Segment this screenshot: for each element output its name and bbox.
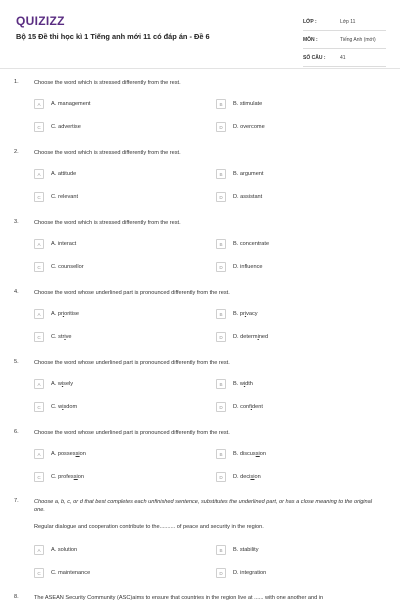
question-text: Choose the word which is stressed differently from the rest. (34, 150, 181, 156)
question (14, 594, 386, 602)
question-instruction: Choose a, b, c, or d that best completes each unfinished sentence, substitutes the underlined part, or has a close meaning to the original one. (34, 499, 373, 513)
header-divider (0, 68, 400, 69)
option-label: B. concentrate (233, 241, 270, 247)
option-b[interactable] (216, 99, 262, 109)
letter-box: A (34, 379, 44, 389)
letter-box: A (34, 239, 44, 249)
question-text: Regular dialogue and cooperation contribute to the.......... of peace and security in the region. (34, 524, 264, 530)
letter-box: B (216, 99, 226, 109)
option-label: B. width (233, 381, 253, 387)
letter-box: D (216, 472, 226, 482)
option-label: A. interact (51, 241, 77, 247)
question-number: 4. (14, 289, 19, 295)
option-b[interactable] (216, 239, 269, 249)
letter-box: C (34, 192, 44, 202)
option-label: D. decision (233, 474, 261, 480)
question-number: 5. (14, 359, 19, 365)
option-label: A. solution (51, 547, 78, 553)
option-b[interactable] (216, 449, 266, 459)
letter-box: B (216, 309, 226, 319)
option-label: C. relevant (51, 194, 79, 200)
option-c[interactable] (34, 332, 72, 342)
option-label: D. influence (233, 264, 263, 270)
meta-value: 41 (340, 54, 346, 61)
question (14, 359, 386, 415)
meta-row-subject (303, 31, 386, 49)
option-label: A. prioritise (51, 311, 79, 317)
letter-box: B (216, 169, 226, 179)
document-title: Bộ 15 Đề thi học kì 1 Tiếng anh mới 11 có đáp án - Đề 6 (16, 32, 210, 41)
letter-box: B (216, 379, 226, 389)
question (14, 289, 386, 345)
letter-box: D (216, 568, 226, 578)
option-d[interactable] (216, 122, 265, 132)
letter-box: B (216, 545, 226, 555)
option-label: D. determined (233, 334, 269, 340)
letter-box: D (216, 192, 226, 202)
option-label: C. advertise (51, 124, 81, 130)
letter-box: A (34, 449, 44, 459)
option-label: C. counsellor (51, 264, 84, 270)
meta-key: SỐ CÂU : (303, 54, 326, 61)
option-label: D. overcome (233, 124, 265, 130)
option-label: B. privacy (233, 311, 258, 317)
letter-box: B (216, 239, 226, 249)
option-label: B. discussion (233, 451, 266, 457)
option-c[interactable] (34, 262, 84, 272)
option-a[interactable] (34, 545, 77, 555)
letter-box: C (34, 122, 44, 132)
option-label: B. stability (233, 547, 259, 553)
question-number: 6. (14, 429, 19, 435)
option-label: A. wisely (51, 381, 74, 387)
option-d[interactable] (216, 402, 263, 412)
question (14, 429, 386, 485)
meta-row-count (303, 49, 386, 67)
letter-box: A (34, 309, 44, 319)
option-label: B. argument (233, 171, 264, 177)
option-c[interactable] (34, 568, 90, 578)
option-label: C. wisdom (51, 404, 78, 410)
letter-box: D (216, 262, 226, 272)
letter-box: A (34, 99, 44, 109)
letter-box: C (34, 402, 44, 412)
letter-box: C (34, 262, 44, 272)
meta-key: LỚP : (303, 18, 317, 25)
option-b[interactable] (216, 379, 253, 389)
option-a[interactable] (34, 379, 73, 389)
question-number: 7. (14, 498, 19, 504)
option-label: B. stimulate (233, 101, 263, 107)
question (14, 149, 386, 205)
letter-box: D (216, 402, 226, 412)
option-label: C. maintenance (51, 570, 91, 576)
letter-box: D (216, 122, 226, 132)
option-label: D. confident (233, 404, 263, 410)
option-b[interactable] (216, 545, 259, 555)
question (14, 79, 386, 135)
option-d[interactable] (216, 472, 261, 482)
option-c[interactable] (34, 402, 77, 412)
option-label: D. assistant (233, 194, 263, 200)
option-label: A. attitude (51, 171, 77, 177)
option-a[interactable] (34, 239, 76, 249)
option-c[interactable] (34, 122, 81, 132)
option-c[interactable] (34, 192, 78, 202)
letter-box: A (34, 545, 44, 555)
question-text: Choose the word whose underlined part is pronounced differently from the rest. (34, 360, 230, 366)
letter-box: A (34, 169, 44, 179)
meta-value: Lớp 11 (340, 18, 356, 25)
question-text: Choose the word whose underlined part is pronounced differently from the rest. (34, 290, 230, 296)
quizizz-logo: QUIZIZZ (16, 14, 65, 28)
option-a[interactable] (34, 169, 76, 179)
option-b[interactable] (216, 169, 263, 179)
option-a[interactable] (34, 309, 79, 319)
letter-box: C (34, 332, 44, 342)
option-label: A. possession (51, 451, 86, 457)
letter-box: D (216, 332, 226, 342)
question-number: 2. (14, 149, 19, 155)
question (14, 498, 386, 580)
option-b[interactable] (216, 309, 258, 319)
option-d[interactable] (216, 332, 268, 342)
question-number: 8. (14, 594, 19, 600)
question-text: Choose the word which is stressed differently from the rest. (34, 80, 181, 86)
question-text: The ASEAN Security Community (ASC)aims to ensure that countries in the region live at ...... with one another and in (34, 595, 324, 601)
meta-row-class (303, 13, 386, 31)
letter-box: C (34, 472, 44, 482)
question-text: Choose the word which is stressed differently from the rest. (34, 220, 181, 226)
meta-table (303, 13, 386, 67)
option-a[interactable] (34, 449, 86, 459)
option-label: C. strive (51, 334, 72, 340)
option-label: D. integration (233, 570, 267, 576)
option-c[interactable] (34, 472, 84, 482)
question-number: 3. (14, 219, 19, 225)
question-number: 1. (14, 79, 19, 85)
option-a[interactable] (34, 99, 91, 109)
option-d[interactable] (216, 262, 263, 272)
letter-box: C (34, 568, 44, 578)
option-label: A. management (51, 101, 91, 107)
meta-value: Tiếng Anh (mới) (340, 36, 376, 43)
letter-box: B (216, 449, 226, 459)
option-label: C. profession (51, 474, 84, 480)
question (14, 219, 386, 275)
option-d[interactable] (216, 568, 266, 578)
question-text: Choose the word whose underlined part is pronounced differently from the rest. (34, 430, 230, 436)
option-d[interactable] (216, 192, 262, 202)
meta-key: MÔN : (303, 36, 318, 43)
